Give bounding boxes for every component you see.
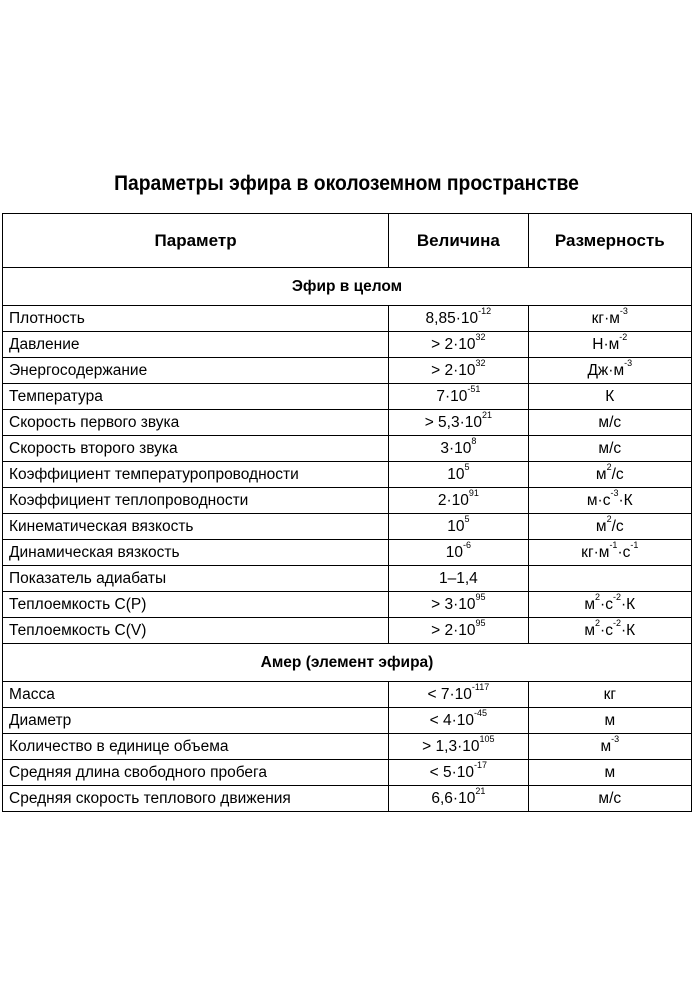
unit-cell: $м^2/с$ <box>528 514 691 540</box>
section-title: Эфир в целом <box>3 268 692 306</box>
unit-cell: кг <box>528 682 691 708</box>
table-row <box>3 592 692 618</box>
unit-cell: м <box>528 760 691 786</box>
table-row <box>3 384 692 410</box>
parameter-cell: Средняя длина свободного пробега <box>3 760 389 786</box>
table-row <box>3 332 692 358</box>
value-cell: 1–1,4 <box>389 566 528 592</box>
table-header-row <box>3 214 692 268</box>
unit-cell: м/с <box>528 436 691 462</box>
unit-cell: м/с <box>528 786 691 812</box>
table-row <box>3 618 692 644</box>
value-cell: $7\cdot 10^{-51}$ <box>389 384 528 410</box>
parameter-cell: Кинематическая вязкость <box>3 514 389 540</box>
table-row <box>3 306 692 332</box>
value-cell: $8,85\cdot 10^{-12}$ <box>389 306 528 332</box>
parameter-cell: Коэффициент температуропроводности <box>3 462 389 488</box>
parameter-cell: Показатель адиабаты <box>3 566 389 592</box>
unit-cell: $кг\cdot м^{-3}$ <box>528 306 691 332</box>
value-cell: $3\cdot 10^8$ <box>389 436 528 462</box>
value-cell: $10^{-6}$ <box>389 540 528 566</box>
unit-cell: $Н\cdot м^{-2}$ <box>528 332 691 358</box>
header-unit: Размерность <box>528 214 691 268</box>
table-row <box>3 708 692 734</box>
unit-cell: $м^2/с$ <box>528 462 691 488</box>
parameter-cell: Динамическая вязкость <box>3 540 389 566</box>
parameter-cell: Температура <box>3 384 389 410</box>
header-parameter: Параметр <box>3 214 389 268</box>
value-cell: > $2\cdot 10^{95}$ <box>389 618 528 644</box>
table-row <box>3 786 692 812</box>
value-cell: < $7\cdot 10^{-117}$ <box>389 682 528 708</box>
value-cell: < $4\cdot 10^{-45}$ <box>389 708 528 734</box>
header-value: Величина <box>389 214 528 268</box>
value-cell: < $5\cdot 10^{-17}$ <box>389 760 528 786</box>
table-row <box>3 760 692 786</box>
page-title: Параметры эфира в околоземном пространстве <box>114 172 579 195</box>
table-row <box>3 540 692 566</box>
parameter-cell: Теплоемкость С(V) <box>3 618 389 644</box>
unit-cell: м/с <box>528 410 691 436</box>
parameter-cell: Коэффициент теплопроводности <box>3 488 389 514</box>
table-row <box>3 566 692 592</box>
parameter-cell: Средняя скорость теплового движения <box>3 786 389 812</box>
value-cell: > $1,3\cdot 10^{105}$ <box>389 734 528 760</box>
table-row <box>3 734 692 760</box>
ether-parameters-table <box>2 213 692 812</box>
unit-cell <box>528 566 691 592</box>
parameter-cell: Скорость второго звука <box>3 436 389 462</box>
unit-cell: $м^{-3}$ <box>528 734 691 760</box>
value-cell: $10^5$ <box>389 462 528 488</box>
parameter-cell: Плотность <box>3 306 389 332</box>
section-title: Амер (элемент эфира) <box>3 644 692 682</box>
unit-cell: $м^2\cdot с^{-2}\cdot К$ <box>528 618 691 644</box>
parameter-cell: Энергосодержание <box>3 358 389 384</box>
table-row <box>3 358 692 384</box>
parameter-cell: Количество в единице объема <box>3 734 389 760</box>
section-row <box>3 268 692 306</box>
value-cell: > $2\cdot 10^{32}$ <box>389 358 528 384</box>
table-row <box>3 462 692 488</box>
unit-cell: $м\cdot с^{-3}\cdot К$ <box>528 488 691 514</box>
value-cell: > $5,3\cdot 10^{21}$ <box>389 410 528 436</box>
value-cell: $2\cdot 10^{91}$ <box>389 488 528 514</box>
parameter-cell: Масса <box>3 682 389 708</box>
unit-cell: $Дж\cdot м^{-3}$ <box>528 358 691 384</box>
unit-cell: К <box>528 384 691 410</box>
unit-cell: $м^2\cdot с^{-2}\cdot К$ <box>528 592 691 618</box>
parameter-cell: Теплоемкость С(Р) <box>3 592 389 618</box>
value-cell: > $2\cdot 10^{32}$ <box>389 332 528 358</box>
unit-cell: $кг\cdot м^{-1}\cdot с^{-1}$ <box>528 540 691 566</box>
table-row <box>3 682 692 708</box>
value-cell: $6,6\cdot 10^{21}$ <box>389 786 528 812</box>
table-row <box>3 514 692 540</box>
unit-cell: м <box>528 708 691 734</box>
parameter-cell: Скорость первого звука <box>3 410 389 436</box>
table-row <box>3 488 692 514</box>
table-row <box>3 410 692 436</box>
parameter-cell: Диаметр <box>3 708 389 734</box>
section-row <box>3 644 692 682</box>
value-cell: $10^5$ <box>389 514 528 540</box>
table-row <box>3 436 692 462</box>
value-cell: > $3\cdot 10^{95}$ <box>389 592 528 618</box>
parameter-cell: Давление <box>3 332 389 358</box>
